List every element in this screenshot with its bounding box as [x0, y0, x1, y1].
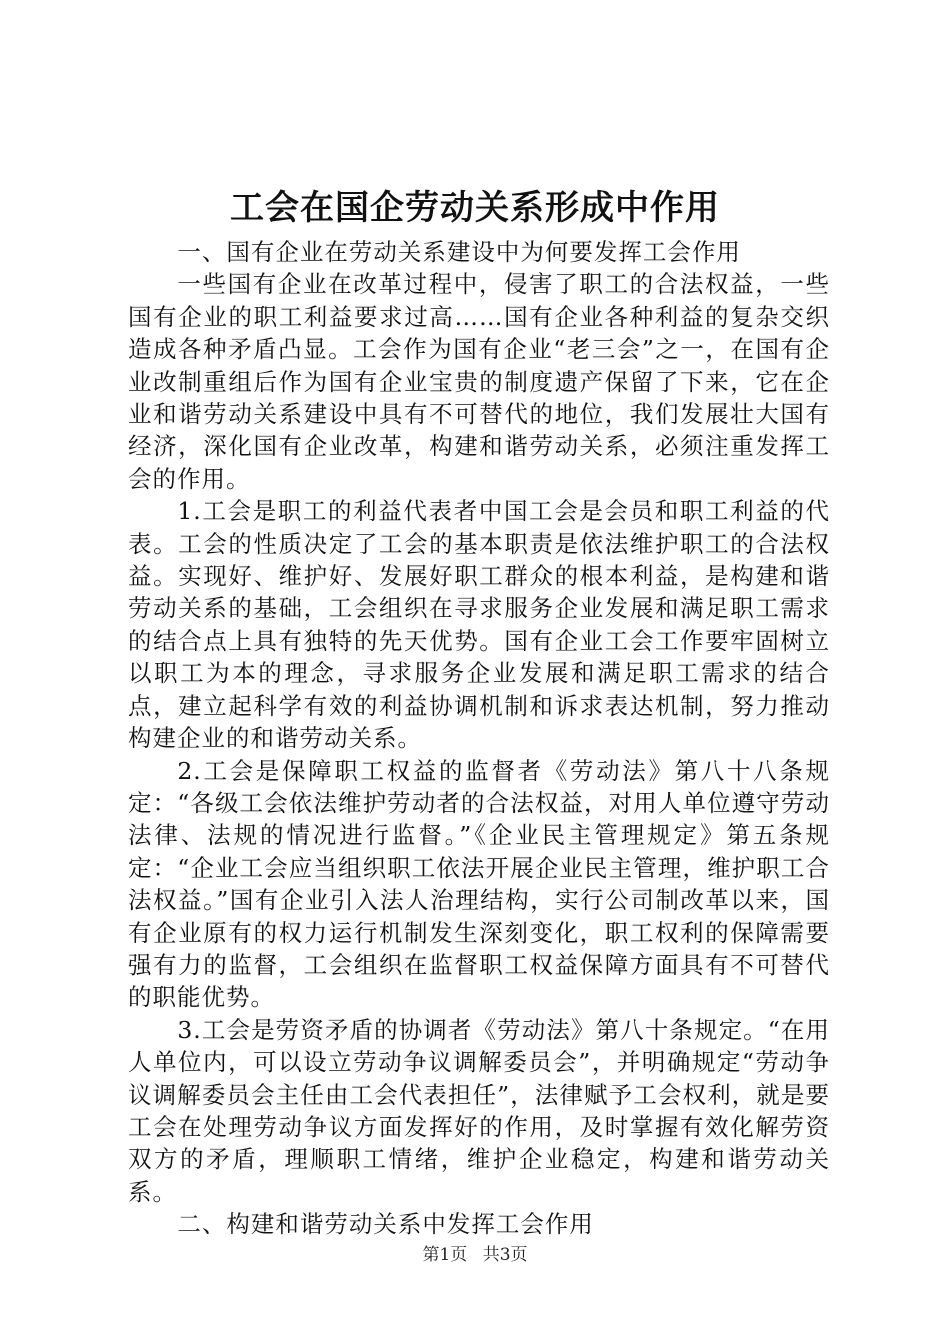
- document-body: [128, 236, 830, 1241]
- page-total: 共3页: [482, 1245, 528, 1265]
- paragraph-point-2: 2.工会是保障职工权益的监督者《劳动法》第八十八条规定：“各级工会依法维护劳动者的合法权益，对用人单位遵守劳动法律、法规的情况进行监督。”《企业民主管理规定》第五条规定：“企业工会应当组织职工依法开展企业民主管理，维护职工合法权益。”国有企业引入法人治理结构，实行公司制改革以来，国有企业原有的权力运行机制发生深刻变化，职工权利的保障需要强有力的监督，工会组织在监督职工权益保障方面具有不可替代的职能优势。: [128, 756, 830, 1012]
- section-heading-1: 一、国有企业在劳动关系建设中为何要发挥工会作用: [177, 238, 741, 266]
- paragraph-point-1: 1.工会是职工的利益代表者中国工会是会员和职工利益的代表。工会的性质决定了工会的基本职责是依法维护职工的合法权益。实现好、维护好、发展好职工群众的根本利益，是构建和谐劳动关系的基础，工会组织在寻求服务企业发展和满足职工需求的结合点上具有独特的先天优势。国有企业工会工作要牢固树立以职工为本的理念，寻求服务企业发展和满足职工需求的结合点，建立起科学有效的利益协调机制和诉求表达机制，努力推动构建企业的和谐劳动关系。: [128, 497, 830, 753]
- paragraph-intro: 一些国有企业在改革过程中，侵害了职工的合法权益，一些国有企业的职工利益要求过高……国有企业各种利益的复杂交织造成各种矛盾凸显。工会作为国有企业“老三会”之一，在国有企业改制重组后作为国有企业宝贵的制度遗产保留了下来，它在企业和谐劳动关系建设中具有不可替代的地位，我们发展壮大国有经济，深化国有企业改革，构建和谐劳动关系，必须注重发挥工会的作用。: [128, 270, 830, 493]
- page-number: 第1页: [422, 1245, 468, 1265]
- section-heading-2: 二、构建和谐劳动关系中发挥工会作用: [177, 1210, 594, 1239]
- document-title: 工会在国企劳动关系形成中作用: [230, 188, 720, 228]
- page-footer: [0, 1244, 950, 1266]
- paragraph-point-3: 3.工会是劳资矛盾的协调者《劳动法》第八十条规定。“在用人单位内，可以设立劳动争议调解委员会”，并明确规定“劳动争议调解委员会主任由工会代表担任”，法律赋予工会权利，就是要工会在处理劳动争议方面发挥好的作用，及时掌握有效化解劳资双方的矛盾，理顺职工情绪，维护企业稳定，构建和谐劳动关系。: [128, 1015, 830, 1206]
